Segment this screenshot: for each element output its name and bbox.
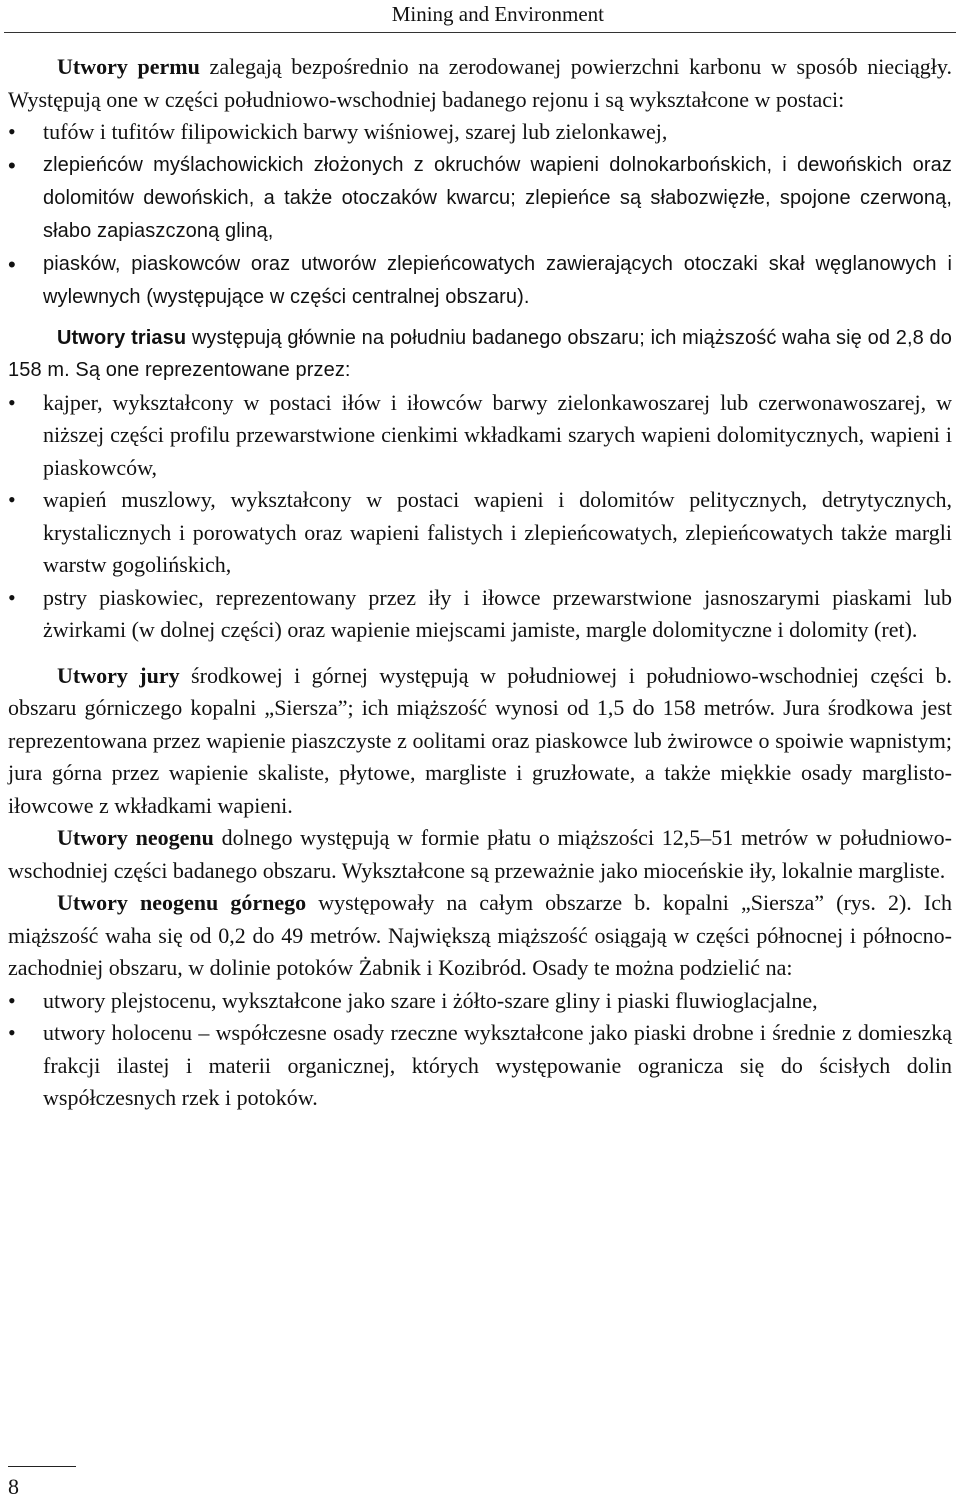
perm-list-item: • piasków, piaskowców oraz utworów zlepieńcowatych zawierających otoczaki skał węglanowych i wylewnych (występujące w części centralnej obszaru). bbox=[8, 248, 952, 314]
perm-sans-block bbox=[8, 149, 952, 387]
page-number: 8 bbox=[8, 1474, 19, 1499]
trias-list bbox=[8, 387, 952, 647]
perm-list-sans bbox=[8, 149, 952, 314]
neogen-upper-list-item: • utwory holocenu – współczesne osady rzeczne wykształcone jako piaski drobne i średnie z domieszką frakcji ilastej i materii organicznej, których występowanie ogranicza się do ścisłych dolin współczesnych rzek i potoków. bbox=[8, 1017, 952, 1115]
neogen-upper-list bbox=[8, 985, 952, 1115]
neogen-paragraph bbox=[8, 822, 952, 887]
neogen-upper-lead: Utwory neogenu górnego bbox=[57, 890, 307, 915]
neogen-upper-text: występowały na całym obszarze b. kopalni „Siersza” (rys. 2). Ich miąższość waha się od 0,2 do 49 metrów. Największą miąższość osiągają w części północnej i północno-zachodniej obszaru, w dolinie potoków Żabnik i Kozibród. Osady te można podzielić na: bbox=[8, 890, 953, 980]
page-body bbox=[8, 51, 952, 1115]
neogen-text: dolnego występują w formie płatu o miąższości 12,5–51 metrów w południowo-wschodniej części badanego obszaru. Wykształcone są przeważnie jako mioceńskie iły, lokalnie margliste. bbox=[8, 825, 952, 883]
jura-lead: Utwory jury bbox=[57, 662, 180, 688]
jura-paragraph bbox=[8, 660, 952, 823]
trias-list-item: • pstry piaskowiec, reprezentowany przez iły i iłowce przewarstwione jasnoszarymi piaskami lub żwirkami (w dolnej części) oraz wapienie miejscami jamiste, margle dolomityczne i dolomity (ret). bbox=[8, 582, 952, 647]
perm-text: zalegają bezpośrednio na zerodowanej powierzchni karbonu w sposób nieciągły. Występują one w części południowo-wschodniej badanego rejonu i są wykształcone w postaci: bbox=[8, 54, 952, 112]
jura-text: środkowej i górnej występują w południowej i południowo-wschodniej części b. obszaru górniczego kopalni „Siersza”; ich miąższość wynosi od 1,5 do 158 metrów. Jura środkowa jest reprezentowana przez wapienie piaszczyste z oolitami oraz piaskowce lub żwirowce o spoiwie wapnistym; jura górna przez wapienie skaliste, płytowe, margliste i gruzłowate, a także miękkie osady marglisto-iłowcowe z wkładkami wapieni. bbox=[8, 662, 952, 818]
header-rule bbox=[4, 32, 956, 33]
trias-list-item: • wapień muszlowy, wykształcony w postaci wapieni i dolomitów pelitycznych, detrytycznych, krystalicznych i porowatych oraz wapieni falistych i zlepieńcowatych, zlepieńcowatych także margli warstw gogolińskich, bbox=[8, 484, 952, 582]
running-header-title: Mining and Environment bbox=[391, 2, 604, 26]
neogen-upper-list-item: • utwory plejstocenu, wykształcone jako szare i żółto-szare gliny i piaski fluwioglacjalne, bbox=[8, 985, 952, 1018]
footer-rule bbox=[8, 1466, 76, 1467]
perm-list-item: • zlepieńców myślachowickich złożonych z okruchów wapieni dolnokarbońskich, i dewońskich oraz dolomitów dewońskich, a także otoczaków kwarcu; zlepieńce są słabozwięzłe, spojone czerwoną, słabo zapiaszczoną gliną, bbox=[8, 149, 952, 248]
running-header bbox=[0, 0, 960, 33]
neogen-upper-paragraph bbox=[8, 887, 952, 985]
trias-text: występują głównie na południu badanego obszaru; ich miąższość waha się od 2,8 do 158 m. Są one reprezentowane przez: bbox=[8, 326, 952, 381]
perm-paragraph bbox=[8, 51, 952, 116]
trias-list-item: • kajper, wykształcony w postaci iłów i iłowców barwy zielonkawoszarej lub czerwonawoszarej, w niższej części profilu przewarstwione cienkimi wkładkami szarych wapieni dolomitycznych, wapieni i piaskowców, bbox=[8, 387, 952, 485]
trias-lead: Utwory triasu bbox=[57, 326, 187, 349]
neogen-lead: Utwory neogenu bbox=[57, 825, 214, 850]
perm-list-item: • tufów i tufitów filipowickich barwy wiśniowej, szarej lub zielonkawej, bbox=[8, 116, 952, 149]
perm-lead: Utwory permu bbox=[57, 54, 200, 79]
trias-paragraph bbox=[8, 322, 952, 387]
perm-list bbox=[8, 116, 952, 149]
